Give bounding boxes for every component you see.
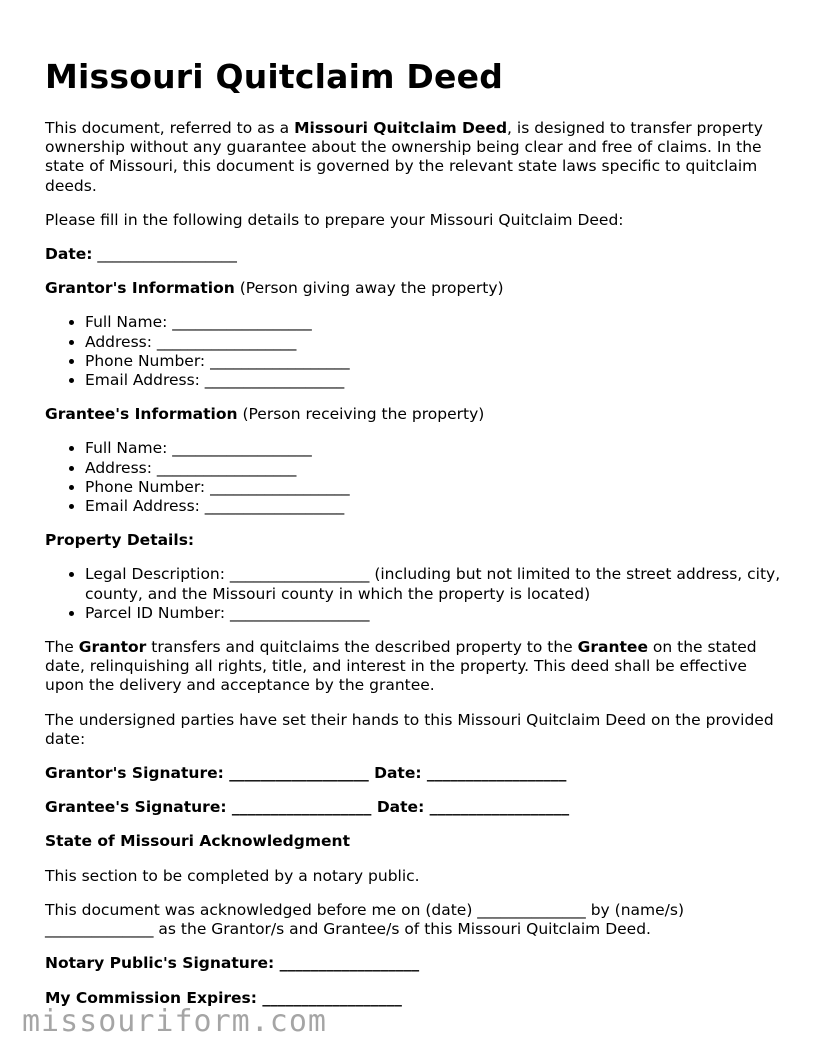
grantor-signature-line xyxy=(45,764,785,783)
grantee-heading: Grantee's Information xyxy=(45,405,238,424)
list-item: • Legal Description: __________________ (including but not limited to the street address, city, county, and the Missouri county in which the property is located) xyxy=(85,565,785,603)
grantor-note: (Person giving away the property) xyxy=(234,279,504,298)
grantee-note: (Person receiving the property) xyxy=(237,405,485,424)
commission-expires: My Commission Expires: __________________ xyxy=(45,988,402,1007)
date-label: Date: xyxy=(45,245,93,264)
list-item: • Email Address: __________________ xyxy=(85,497,785,516)
list-item: • Address: __________________ xyxy=(85,333,785,352)
list-item: • Address: __________________ xyxy=(85,459,785,478)
transfer-grantee: Grantee xyxy=(577,638,648,657)
undersigned-paragraph: The undersigned parties have set their hands to this Missouri Quitclaim Deed on the provided date: xyxy=(45,710,774,748)
notary-note: This section to be completed by a notary public. xyxy=(45,866,420,885)
notary-signature: Notary Public's Signature: __________________ xyxy=(45,954,420,973)
list-item: • Phone Number: __________________ xyxy=(85,478,785,497)
date-line xyxy=(45,245,785,264)
property-heading: Property Details: xyxy=(45,531,195,550)
intro-bold: Missouri Quitclaim Deed xyxy=(294,119,508,137)
property-heading-line xyxy=(45,531,785,550)
grantee-heading-line xyxy=(45,405,785,424)
list-item: • Full Name: __________________ xyxy=(85,439,785,458)
property-list xyxy=(45,565,785,623)
transfer-text: transfers and quitclaims the described property to the xyxy=(146,638,578,657)
grantor-heading-line xyxy=(45,279,785,298)
transfer-text: on the stated date, relinquishing all rights, title, and interest in the property. This deed shall be effective upon the delivery and acceptance by the grantee. xyxy=(45,638,757,695)
transfer-paragraph xyxy=(45,638,785,696)
watermark: missouriform.com xyxy=(22,1004,327,1039)
list-item: • Parcel ID Number: __________________ xyxy=(85,604,785,623)
acknowledged-paragraph: This document was acknowledged before me on (date) ______________ by (name/s) ______________ as the Grantor/s and Grantee/s of this Missouri Quitclaim Deed. xyxy=(45,900,685,939)
document xyxy=(45,58,785,1023)
grantor-signature: Grantor's Signature: __________________ Date: __________________ xyxy=(45,764,567,783)
transfer-text: The xyxy=(45,638,79,657)
grantor-heading: Grantor's Information xyxy=(45,279,235,298)
grantee-signature: Grantee's Signature: __________________ Date: __________________ xyxy=(45,798,570,817)
intro-paragraph xyxy=(45,119,785,196)
date-blank: __________________ xyxy=(97,245,237,264)
notary-signature-line xyxy=(45,954,785,973)
list-item: • Phone Number: __________________ xyxy=(85,352,785,371)
intro-text-after: , is designed to transfer property ownership without any guarantee about the ownership being clear and free of claims. In the state of Missouri, this document is governed by the relevant state laws specific to quitclaim deeds. xyxy=(45,119,763,195)
list-item: • Email Address: __________________ xyxy=(85,371,785,390)
page-title: Missouri Quitclaim Deed xyxy=(45,57,504,96)
acknowledgment-heading-line xyxy=(45,832,785,851)
transfer-grantor: Grantor xyxy=(78,638,147,657)
grantee-signature-line xyxy=(45,798,785,817)
grantor-list xyxy=(45,313,785,390)
intro-text-before: This document, referred to as a xyxy=(45,119,295,137)
instructions: Please fill in the following details to prepare your Missouri Quitclaim Deed: xyxy=(45,210,624,229)
acknowledgment-heading: State of Missouri Acknowledgment xyxy=(45,832,350,851)
list-item: • Full Name: __________________ xyxy=(85,313,785,332)
grantee-list xyxy=(45,439,785,516)
